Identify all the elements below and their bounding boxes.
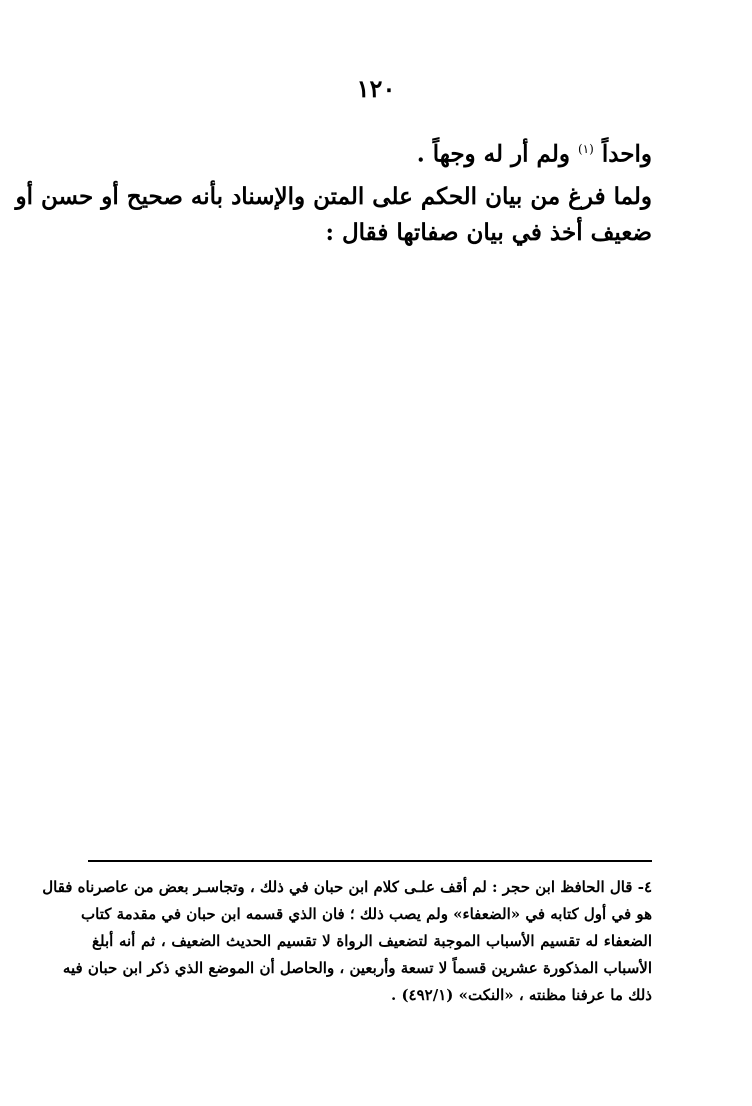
footnote-block [42, 874, 652, 1009]
footnote-line: ٤- قال الحافظ ابن حجر : لم أقف علـى كلام ابن حبان في ذلك ، وتجاسـر بعض من عاصرناه فقال [42, 878, 652, 896]
body-line-2: ولما فرغ من بيان الحكم على المتن والإسناد بأنه صحيح أو حسن أو [15, 183, 652, 210]
body-line-1-end: ولم أر له وجهاً . [416, 140, 570, 168]
body-line-1 [100, 128, 652, 176]
footnote-line: الأسباب المذكورة عشرين قسماً لا تسعة وأربعين ، والحاصل أن الموضع الذي ذكر ابن حبان فيه [62, 959, 652, 977]
footnote-separator-rule [88, 860, 652, 862]
page-number: ١٢٠ [356, 74, 396, 103]
body-line-3: ضعيف أخذ في بيان صفاتها فقال : [325, 219, 652, 246]
footnote-line: الضعفاء له تقسيم الأسباب الموجبة لتضعيف الرواة لا تقسيم الحديث الضعيف ، ثم أنه أبلغ [92, 932, 652, 950]
footnote-line: ذلك ما عرفنا مظنته ، «النكت» (٤٩٢/١) . [391, 986, 652, 1004]
footnote-line: هو في أول كتابه في «الضعفاء» ولم يصب ذلك ؛ فان الذي قسمه ابن حبان في مقدمة كتاب [81, 905, 652, 923]
body-line-1-start: واحداً [601, 140, 652, 168]
footnote-reference: (١) [577, 142, 594, 156]
